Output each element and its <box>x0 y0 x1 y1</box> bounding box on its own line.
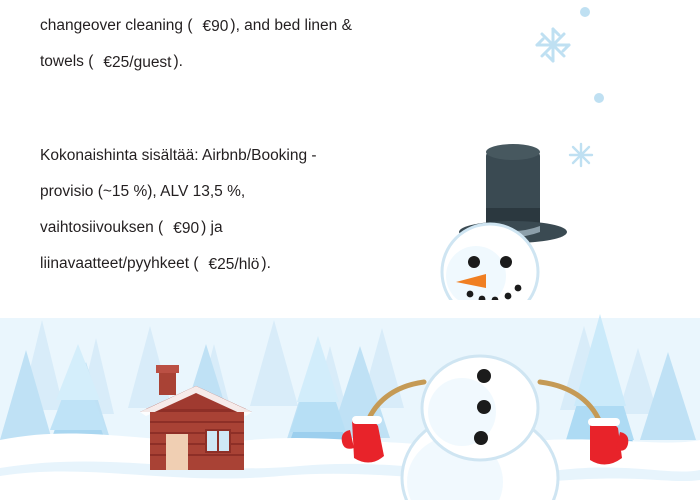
line-text-after: ) ja <box>201 219 223 236</box>
text-line <box>40 246 329 282</box>
amount-value: €25/guest <box>103 54 172 71</box>
line-text-before: provisio (~15 %), ALV 13,5 %, <box>40 183 246 200</box>
line-text-before: Kokonaishinta sisältää: Airbnb/Booking - <box>40 147 317 164</box>
paragraph-finnish <box>40 138 329 282</box>
carrot-nose <box>456 274 486 288</box>
snowman-button <box>477 369 491 383</box>
line-text-before: towels ( <box>40 53 94 70</box>
winter-illustration <box>0 290 700 500</box>
snowman-eye-left <box>468 256 480 268</box>
winter-scene-svg <box>0 290 700 500</box>
amount-value: €90 <box>202 18 229 35</box>
snowman-eye-right <box>500 256 512 268</box>
line-text-after: ), and bed linen & <box>230 17 352 34</box>
text-line <box>40 174 329 210</box>
text-line <box>40 8 352 44</box>
line-text-after: ). <box>173 53 183 70</box>
paragraph-english <box>40 8 352 80</box>
snowman-button <box>477 400 491 414</box>
line-text-before: changeover cleaning ( <box>40 17 193 34</box>
line-text-after: ). <box>261 255 271 272</box>
text-line <box>40 44 352 80</box>
snowman-button <box>474 431 488 445</box>
line-text-before: vaihtosiivouksen ( <box>40 219 164 236</box>
amount-value: €90 <box>173 220 200 237</box>
line-text-before: liinavaatteet/pyyhkeet ( <box>40 255 199 272</box>
snowman-head <box>442 224 538 300</box>
text-line <box>40 210 329 246</box>
amount-value: €25/hlö <box>208 256 260 273</box>
text-line <box>40 138 329 174</box>
top-hat <box>459 144 567 243</box>
